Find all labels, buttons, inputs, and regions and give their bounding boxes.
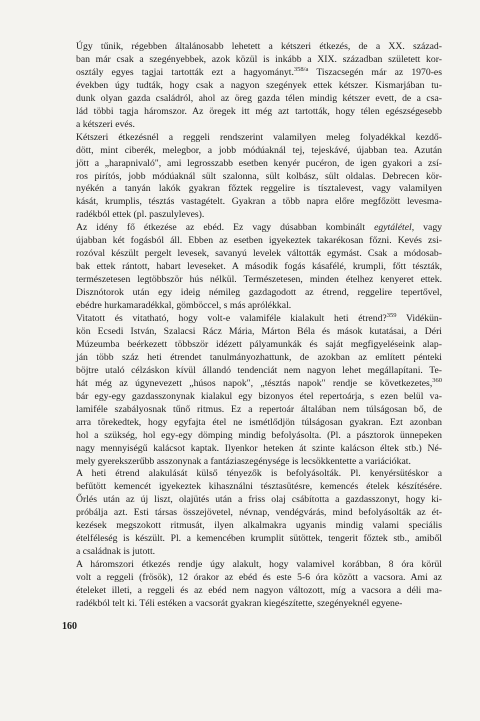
footnote-ref: 358/a (293, 65, 309, 73)
text-line: Disznótorok után egy ideig némileg gazdagodott az étrend, reggelire tepertővel, (76, 287, 442, 299)
text-line: böjtre utaló célzáskon kívül állandó tendenciát nem nagyon lehet megállapítani. Te- (76, 364, 442, 376)
text-line: ételféleség is készült. Pl. a kemencében krumplit sütöttek, tengerit főztek stb., amiből (76, 533, 442, 545)
text-line: volt a reggeli (frösök), 12 órakor az ebéd és este 5-6 óra között a vacsora. Ami az (76, 572, 442, 584)
text-line: bár egy-egy gazdasszonynak kialakul egy bizonyos étel repertoárja, s ezen belül va- (76, 390, 442, 402)
text-line: a családnak is jutott. (76, 546, 156, 558)
text-line: arra törekedtek, hogy egyfajta étel ne ismétlődjön túlságosan gyakran. Ezt azonban (76, 416, 442, 428)
text-line: osztály egyes tagjai tartották ezt a hagyományt.$^{358/a}$ Tiszacsegén már az 1970-es (76, 65, 443, 78)
paragraph (62, 313, 442, 468)
text-line: próbálja azt. Esti társas összejövetel, névnap, vendégvárás, mind befolyásolták az ét- (76, 507, 442, 519)
text-line: hát még az úgynevezett „húsos napok", „tésztás napok" rendje se következetes,$^{360}$ (76, 376, 442, 389)
text-line: jött a „harapnivaló", ami legrosszabb esetben kenyér pucéron, de igen gyakori a zsí- (76, 157, 442, 169)
page-number: 160 (62, 621, 77, 632)
text-line: ételeket illeti, a reggeli és az ebéd nem nagyon változott, míg a vacsora a déli ma- (76, 585, 442, 597)
text-line: Vitatott és vitatható, hogy volt-e valamiféle kialakult heti étrend?$^{359}$ Vidékün- (76, 312, 442, 325)
paragraph (62, 222, 442, 313)
text-line: A heti étrend alakulását külső tényezők is befolyásolták. Pl. kenyérsütéskor a (76, 468, 442, 480)
emphasis: egytálétel, (374, 222, 415, 234)
text-line: A háromszori étkezés rendje úgy alakult, hogy valamivel korábban, 8 óra körül (76, 559, 442, 571)
text-line: bak ettek rántott, habart leveseket. A második fogás kásafélé, krumpli, főtt tészták, (76, 261, 442, 273)
text-line: nyékén a tanyán lakók gyakran főztek reggelire is tísztalevest, vagy valamilyen (76, 183, 442, 195)
text-line: Múzeumba beérkezett többször idézett pályamunkák és saját megfigyeléseink alap- (76, 338, 442, 350)
text-line: kön Ecsedi István, Szalacsi Rácz Mária, Márton Béla és mások kutatásai, a Déri (76, 325, 442, 337)
text-line: években úgy tudták, hogy csak a nagyon szegények ettek kétszer. Kismarjában tu- (76, 79, 442, 91)
text-line: rozóval készült pergelt levesek, savanyú levelek váltották egymást. Csak a módosab- (76, 248, 442, 260)
text-line: Kétszeri étkezésnél a reggeli rendszerint valamilyen meleg folyadékkal kezdő- (76, 131, 442, 143)
text-line: kezések megszokott ritmusát, ilyen alkalmakra ugyanis mindig valami speciális (76, 520, 442, 532)
text-line: lád többi tagja háromszor. Az öregek itt még azt tartották, hogy télen egészségesebb (76, 105, 442, 117)
text-line: lamiféle szabályosnak tűnő ritmus. Ez a repertoár általában nem túlságosan bő, de (76, 403, 442, 415)
text-line: természetesen legtöbbször hús nélkül. Természetesen, minden ételhez kenyeret ettek. (76, 274, 442, 286)
text-line: újabban két fogásból áll. Ebben az esetben igyekeztek takarékosan főzni. Kevés zsi- (76, 235, 442, 247)
text-line: nagy mennyiségű kalácsot kaptak. Ilyenkor heteken át szinte kalácson éltek stb.) Né- (76, 442, 442, 454)
text-line: mely gyerekszerűbb asszonynak a fantáziaszegénysége is lecsökkentette a variációkat. (76, 455, 411, 467)
paragraph (62, 132, 442, 223)
footnote-ref: 360 (432, 376, 442, 384)
text-line: kását, krumplis, tésztás vastagételt. Gyakran a több napra előre megfőzött levesma- (76, 196, 442, 208)
text-line: ban már csak a szegényebbek, azok közül is inkább a XIX. században született kor- (76, 53, 442, 65)
text-line: Úgy tűnik, régebben általánosabb lehetett a kétszeri étkezés, de a XX. század- (76, 41, 442, 52)
text-line: Az idény fő étkezése az ebéd. Ez vagy dúsabban kombinált egytálétel, vagy (76, 222, 443, 234)
body-text (62, 41, 442, 611)
text-line: dunk olyan gazda családról, ahol az öreg gazda télen mindig kétszer evett, de a csa- (76, 92, 442, 104)
paragraph (62, 41, 442, 132)
text-line: dött, mint ciberék, melegbor, a jobb módúaknál tej, tejeskávé, újabban tea. Azután (76, 144, 442, 156)
paragraph (62, 559, 442, 611)
text-line: ros pirítós, jobb módúaknál sült szalonna, sült kolbász, sült oldalas. Debrecen kör- (76, 170, 442, 182)
footnote-ref: 359 (386, 312, 397, 320)
paragraph (62, 468, 442, 559)
text-line: befűtött kemencét igyekeztek kihasználni tésztasütésre, kemencés ételek készítésére. (76, 481, 442, 493)
text-line: ján több száz heti étrendet tanulmányozhattunk, de azokban az említett pénteki (76, 351, 442, 363)
text-line: radékból ettek (pl. paszulyleves). (76, 209, 205, 221)
text-line: a kétszeri evés. (76, 118, 135, 130)
text-line: radékból telt ki. Téli estéken a vacsorát gyakran kiegészítette, szegényeknél egyene- (76, 597, 403, 609)
text-line: Őrlés után az új liszt, olajütés után a friss olaj csábította a gazdasszonyt, hogy ki- (76, 494, 442, 506)
text-line: hol a szükség, hol egy-egy dömping mindig befolyásolta. (Pl. a pásztorok ünnepeken (76, 429, 442, 441)
text-line: ebédre hurkamaradékkal, gömböccel, s más aprólékkal. (76, 300, 292, 312)
